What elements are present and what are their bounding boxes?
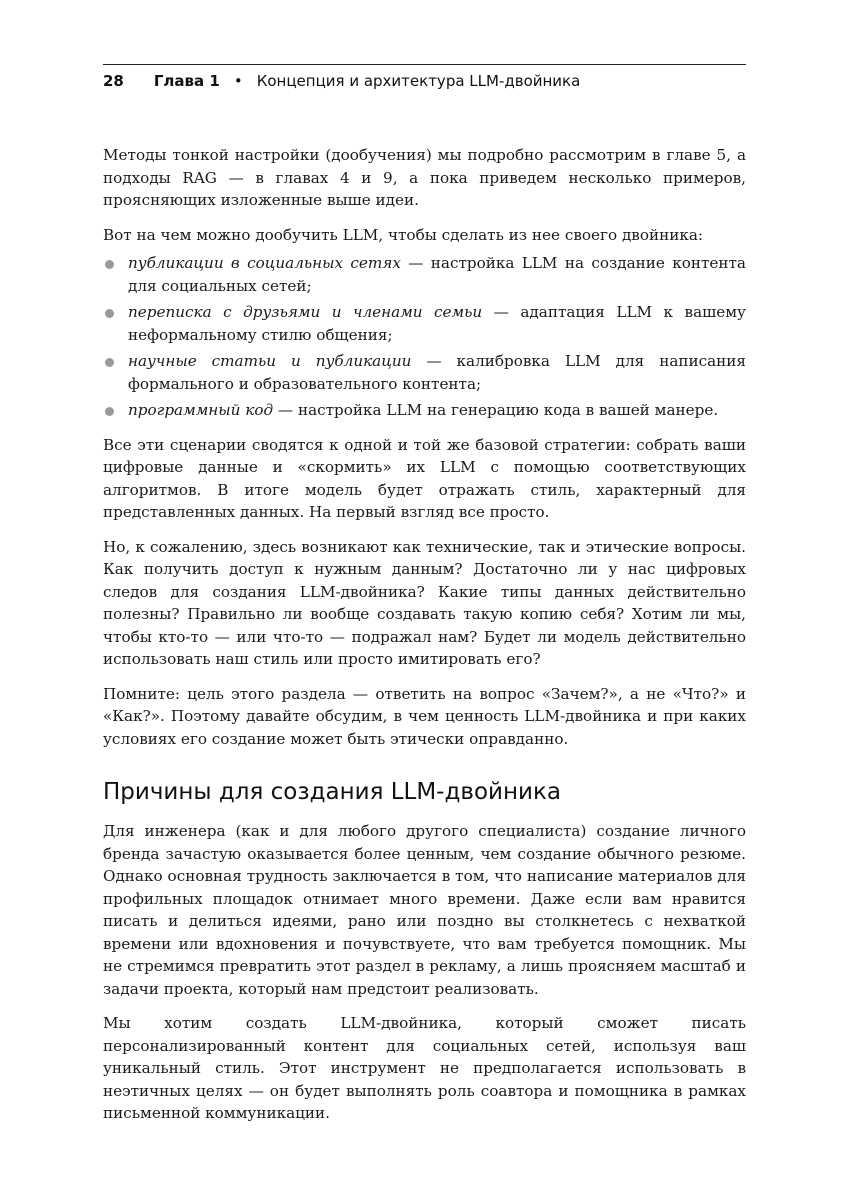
list-item-text: — калибровка LLM для написания формального и образовательного контента; [128, 352, 746, 393]
list-item [103, 399, 746, 422]
list-item-term: публикации в социальных сетях [128, 254, 401, 272]
questions-paragraph: Но, к сожалению, здесь возникают как технические, так и этические вопросы. Как получить доступ к нужным данным? Достаточно ли у нас цифровых следов для создания LLM-двойника? Какие типы данных действительно полезны? Правильно ли вообще создавать такую копию себя? Хотим ли мы, чтобы кто-то — или что-то — подражал нам? Будет ли модель действительно использовать наш стиль или просто имитировать его? [103, 537, 746, 668]
list-item-text: — настройка LLM на генерацию кода в вашей манере. [273, 401, 719, 419]
list-item [103, 252, 746, 297]
header-separator: • [233, 72, 243, 90]
list-item [103, 350, 746, 395]
bullet-icon [105, 309, 114, 318]
list-item [103, 301, 746, 346]
bullet-icon [105, 407, 114, 416]
chapter-title: Концепция и архитектура LLM-двойника [256, 72, 581, 90]
list-item-term: научные статьи и публикации [128, 352, 412, 370]
chapter-label: Глава 1 [153, 72, 220, 90]
brand-paragraph: Для инженера (как и для любого другого специалиста) создание личного бренда зачастую оказывается более ценным, чем создание обычного резюме. Однако основная трудность заключается в том, что написание материалов для профильных площадок отнимает много времени. Даже если вам нравится писать и делиться идеями, рано или поздно вы столкнетесь с нехваткой времени или вдохновения и почувствуете, что вам требуется помощник. Мы не стремимся превратить этот раздел в рекламу, а лишь проясняем масштаб и задачи проекта, который нам предстоит реализовать. [103, 822, 746, 998]
list-intro: Вот на чем можно дообучить LLM, чтобы сделать из нее своего двойника: [103, 225, 704, 244]
page-number: 28 [103, 72, 124, 90]
goal-paragraph: Мы хотим создать LLM-двойника, который сможет писать персонализированный контент для социальных сетей, используя ваш уникальный стиль. Этот инструмент не предполагается использовать в неэтичных целях — он будет выполнять роль соавтора и помощника в рамках письменной коммуникации. [103, 1014, 746, 1122]
page-body [103, 144, 746, 1137]
section-title: Причины для создания LLM-двойника [103, 779, 561, 805]
list-item-term: программный код [128, 401, 274, 419]
list-item-text: — настройка LLM на создание контента для социальных сетей; [128, 254, 746, 295]
running-header [103, 64, 746, 90]
list-item-text: — адаптация LLM к вашему неформальному стилю общения; [128, 303, 746, 344]
remember-paragraph: Помните: цель этого раздела — ответить на вопрос «Зачем?», а не «Что?» и «Как?». Поэтому давайте обсудим, в чем ценность LLM-двойника и при каких условиях его создание может быть этически оправданно. [103, 684, 746, 748]
list-item-term: переписка с друзьями и членами семьи [128, 303, 483, 321]
strategy-paragraph: Все эти сценарии сводятся к одной и той же базовой стратегии: собрать ваши цифровые данные и «скормить» их LLM с помощью соответствующих алгоритмов. В итоге модель будет отражать стиль, характерный для представленных данных. На первый взгляд все просто. [103, 435, 746, 521]
intro-paragraph: Методы тонкой настройки (дообучения) мы подробно рассмотрим в главе 5, а подходы RAG — в главах 4 и 9, а пока приведем несколько примеров, проясняющих изложенные выше идеи. [103, 146, 746, 209]
bullet-icon [105, 260, 114, 269]
bullet-icon [105, 358, 114, 367]
bullet-list [103, 252, 746, 422]
